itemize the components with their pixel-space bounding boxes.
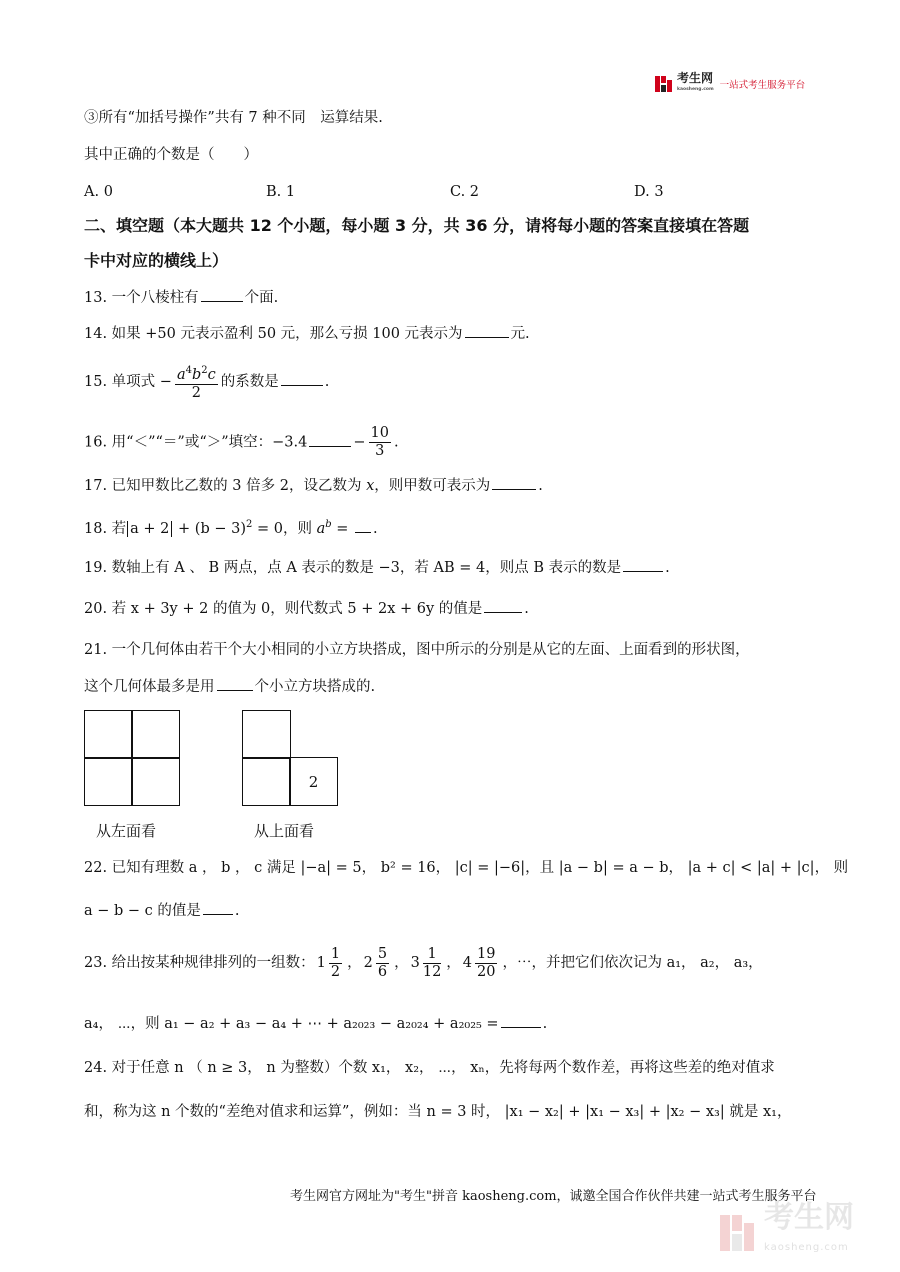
question-21-line2: 这个几何体最多是用 个小立方块搭成的. [84, 676, 375, 697]
q12-option-d: D. 3 [634, 184, 664, 200]
grid-cell [242, 757, 291, 806]
grid-cell [242, 710, 291, 759]
brand-name: 考生网 [677, 71, 714, 85]
question-21-line1: 21. 一个几何体由若干个大小相同的小立方块搭成，图中所示的分别是从它的左面、上面看到的形状图， [84, 642, 750, 658]
grid-cell-labeled: 2 [289, 757, 338, 806]
question-24-line1: 24. 对于任意 n （ n ≥ 3， n 为整数）个数 x₁， x₂， ⋯， xₙ，先将每两个数作差，再将这些差的绝对值求 [84, 1060, 775, 1076]
brand-domain: kaosheng.com [677, 87, 714, 92]
question-18: 18. 若 $a + 2 + (b - 3)^2 = 0$，则 $a^b$ = . [84, 519, 378, 537]
watermark-name: 考生网 [764, 1200, 854, 1235]
answer-blank [309, 432, 351, 447]
brand-slogan: 一站式考生服务平台 [719, 80, 806, 91]
q12-statement-3: ③所有“加括号操作”共有 7 种不同 运算结果. [84, 110, 383, 126]
mixed-number: 3 $\frac{1}{12}$ [410, 945, 442, 980]
grid-cell [84, 710, 133, 759]
question-14: 14. 如果 +50 元表示盈利 50 元，那么亏损 100 元表示为 元. [84, 323, 530, 344]
answer-blank [484, 598, 522, 613]
watermark-domain: kaosheng.com [764, 1242, 849, 1253]
q12-option-a: A. 0 [84, 184, 113, 200]
watermark [718, 1200, 854, 1263]
mixed-number: 2 $\frac{5}{6}$ [363, 945, 388, 980]
answer-blank [201, 287, 243, 302]
monomial-fraction: $\frac{a^4b^2c}{2}$ [175, 362, 218, 402]
caption-top-view: 从上面看 [254, 822, 315, 840]
q12-prompt: 其中正确的个数是（ ） [84, 147, 258, 163]
mixed-number: 1 $\frac{1}{2}$ [316, 945, 341, 980]
q12-option-c: C. 2 [450, 184, 480, 200]
question-24-line2: 和，称为这 n 个数的“差绝对值求和运算”，例如：当 n = 3 时， |x₁ − x₂| + |x₁ − x₃| + |x₂ − x₃| 就是 x₁， [84, 1104, 792, 1120]
brand-logo-icon [654, 74, 674, 94]
question-15: 15. 单项式 − $\frac{a^4b^2c}{2}$ 的系数是 . [84, 362, 329, 402]
footer-text: 考生网官方网址为"考生"拼音 kaosheng.com，诚邀全国合作伙伴共建一站式考生服务平台 [290, 1189, 817, 1204]
question-17: 17. 已知甲数比乙数的 3 倍多 2，设乙数为 x，则甲数可表示为 . [84, 475, 543, 496]
grid-cell [131, 757, 180, 806]
answer-blank [465, 323, 509, 338]
q12-option-b: B. 1 [266, 184, 296, 200]
grid-cell [84, 757, 133, 806]
question-22-line2: a − b − c 的值是 . [84, 900, 240, 921]
section-title-line1: 二、填空题（本大题共 12 个小题，每小题 3 分，共 36 分，请将每小题的答案直接填在答题 [84, 216, 750, 235]
grid-cell [131, 710, 180, 759]
question-20: 20. 若 x + 3y + 2 的值为 0，则代数式 5 + 2x + 6y 的值是 . [84, 598, 529, 619]
answer-blank [492, 475, 536, 490]
answer-blank [501, 1013, 541, 1028]
answer-blank [281, 371, 323, 386]
question-22-line1: 22. 已知有理数 a ， b ， c 满足 |−a| = 5， b² = 16， |c| = |−6|，且 |a − b| = a − b， |a + c| < |a| + |c|， 则 [84, 860, 849, 876]
question-23-line1: 23. 给出按某种规律排列的一组数： 1 $\frac{1}{2}$ ， 2 $\frac{5}{6}$ ， 3 $\frac{1}{12}$ ， 4 $\frac{19}{20}$ ，⋯，并把它们依次记为 a₁， a₂， a₃， [84, 945, 763, 980]
fraction-10-3: $\frac{10}{3}$ [370, 425, 389, 459]
header-brand [654, 72, 805, 96]
caption-left-view: 从左面看 [96, 822, 157, 840]
question-16: 16. 用“＜”“＝”或“＞”填空：−3.4 − $\frac{10}{3}$ . [84, 425, 399, 459]
watermark-logo-icon [718, 1211, 758, 1255]
answer-blank [203, 900, 233, 915]
answer-blank [623, 557, 663, 572]
answer-blank [217, 676, 253, 691]
question-19: 19. 数轴上有 A 、 B 两点，点 A 表示的数是 −3，若 AB = 4，则点 B 表示的数是 . [84, 557, 670, 578]
section-title-line2: 卡中对应的横线上） [84, 251, 229, 270]
answer-blank [355, 518, 371, 533]
question-13: 13. 一个八棱柱有 个面. [84, 287, 278, 308]
mixed-number: 4 $\frac{19}{20}$ [462, 945, 496, 980]
question-23-line2: a₄， ⋯，则 a₁ − a₂ + a₃ − a₄ + ⋯ + a₂₀₂₃ − a₂₀₂₄ + a₂₀₂₅ = . [84, 1013, 547, 1034]
